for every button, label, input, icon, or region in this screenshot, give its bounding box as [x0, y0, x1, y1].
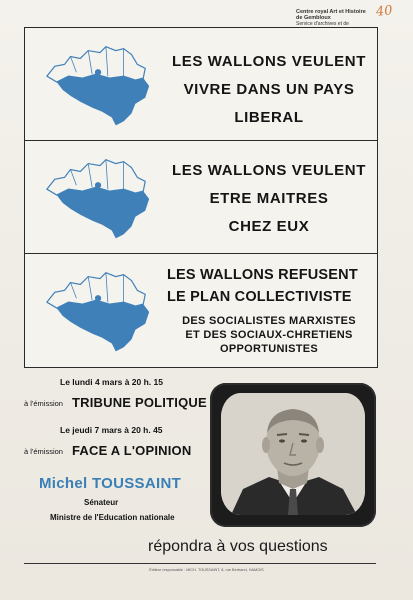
television-illustration: [210, 383, 376, 527]
speaker-role: Ministre de l'Education nationale: [50, 513, 175, 522]
slogan-3-sub-1: DES SOCIALISTES MARXISTES: [182, 315, 356, 327]
speaker-portrait-photo: [221, 393, 365, 515]
stamp-line-3: Service d'archives et de: [296, 21, 349, 27]
stamp-line-1: Centre royal Art et Histoire: [296, 9, 366, 15]
broadcast-1-prefix: à l'émission: [24, 399, 63, 408]
broadcast-2-prefix: à l'émission: [24, 447, 63, 456]
slogan-1-line-1: LES WALLONS VEULENT: [172, 53, 366, 70]
slogan-1-line-3: LIBERAL: [234, 109, 304, 126]
broadcast-1-date: Le lundi 4 mars à 20 h. 15: [60, 377, 163, 387]
slogan-2-line-1: LES WALLONS VEULENT: [172, 162, 366, 179]
tv-screen: [221, 393, 365, 515]
broadcast-2-date: Le jeudi 7 mars à 20 h. 45: [60, 425, 163, 435]
slogan-panel-1: [24, 27, 378, 142]
wallonia-map-icon: [41, 268, 159, 356]
slogan-panel-2: [24, 140, 378, 255]
slogan-2-line-2: ETRE MAITRES: [209, 190, 329, 207]
wallonia-map-icon: [41, 155, 159, 243]
slogan-1-line-2: VIVRE DANS UN PAYS: [183, 81, 355, 98]
slogan-panel-3: [24, 253, 378, 368]
stamp-line-2: de Gembloux: [296, 15, 331, 21]
footer-divider: [24, 563, 376, 564]
slogan-3-line-1: LES WALLONS REFUSENT: [167, 267, 358, 283]
handwritten-note: 40: [375, 3, 394, 20]
tagline: répondra à vos questions: [148, 538, 328, 555]
speaker-title: Sénateur: [84, 498, 119, 507]
slogan-2: [165, 157, 373, 241]
slogan-3-sub-3: OPPORTUNISTES: [219, 343, 319, 355]
wallonia-map-icon: [41, 42, 159, 130]
slogan-1: [165, 48, 373, 132]
slogan-2-line-3: CHEZ EUX: [228, 218, 310, 235]
speaker-name: Michel TOUSSAINT: [39, 475, 182, 492]
slogan-3-line-2: LE PLAN COLLECTIVISTE: [167, 289, 352, 305]
publisher-footer: Éditeur responsable : MICH. TOUSSAINT, 8, rue Bertrand, HAMOIS: [149, 568, 264, 572]
slogan-3: [165, 264, 373, 356]
broadcast-2-program: FACE A L'OPINION: [72, 443, 192, 458]
slogan-3-sub-2: ET DES SOCIAUX-CHRETIENS: [185, 329, 353, 341]
broadcast-1-program: TRIBUNE POLITIQUE: [72, 395, 207, 410]
